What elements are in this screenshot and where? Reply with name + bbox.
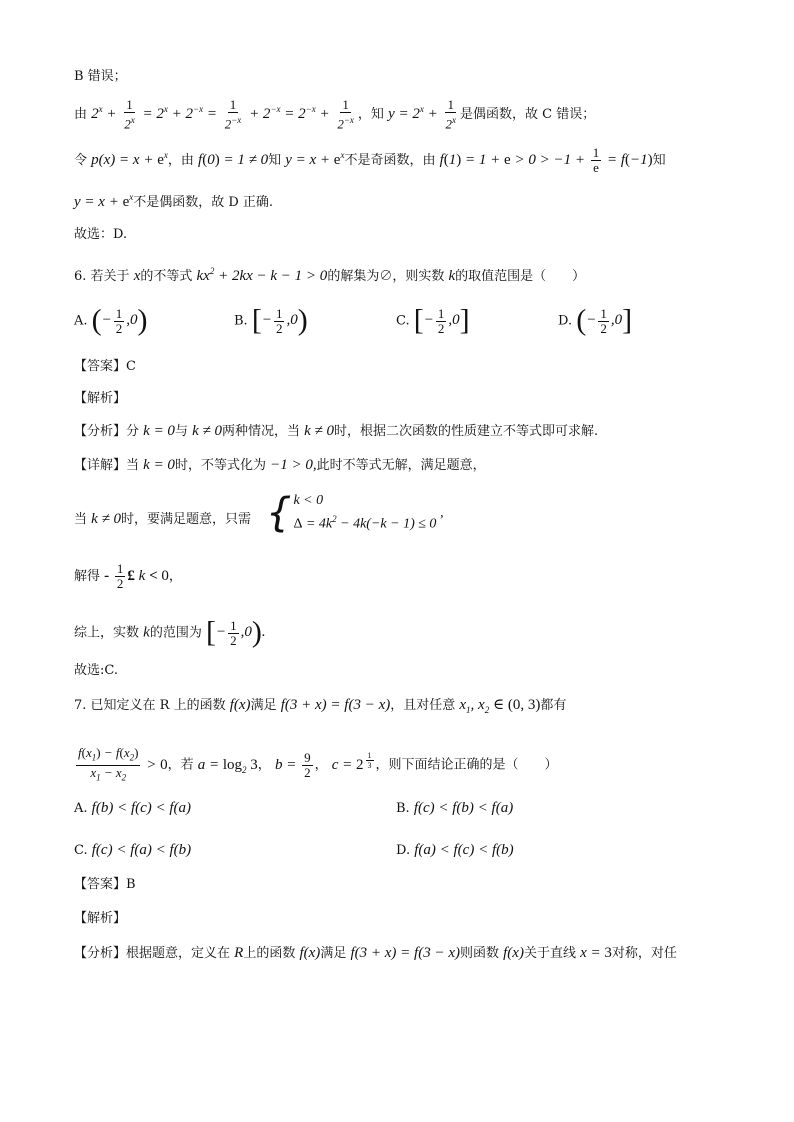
q7-option-a[interactable] [74, 800, 191, 817]
q7-fenxi-mid1: 上的函数 [243, 946, 296, 961]
q7-option-c[interactable] [74, 842, 191, 859]
choose-d-text: 故选：D. [74, 227, 128, 242]
q7-option-a-label: A. [74, 801, 88, 816]
q6-fenxi [74, 422, 598, 441]
q7-fenxi-mid3: 则函数 [459, 946, 499, 961]
q6-detail-prefix: 【详解】当 [74, 458, 140, 473]
q7-analysis-head [74, 910, 126, 928]
q6-solve-math: - $\frac{1}{2}$ £ k < 0 [104, 561, 169, 591]
d-def: $p(x) = x + e^x$ [91, 150, 168, 168]
q6-option-c-math: [− $\frac{1}{2}$ ,0] [413, 304, 470, 337]
q7-option-d-math: f(a) < f(c) < f(b) [414, 842, 514, 858]
q7-stem [74, 696, 566, 719]
q6-stem-prefix: 6. 若关于 [74, 269, 130, 284]
q6-solve-prefix: 解得 [74, 568, 101, 584]
q7-cond-mid3: ， [314, 757, 328, 773]
q6-when-mid: 时，要满足题意，只需 [121, 512, 252, 527]
q6-option-b[interactable] [234, 306, 308, 336]
q6-fenxi-mid2: 两种情况，当 [221, 424, 300, 439]
q6-var-x: x [133, 268, 141, 284]
q6-fenxi-mid1: 与 [174, 424, 188, 439]
q7-fx: f(x) [229, 697, 251, 713]
q6-option-d-label: D. [558, 313, 573, 329]
q6-option-b-math: [− $\frac{1}{2}$ ,0) [251, 304, 308, 337]
q6-option-a[interactable] [74, 306, 148, 336]
q6-answer [74, 358, 136, 376]
q7-fenxi-line: x = 3 [580, 945, 612, 961]
q7-option-a-math: f(b) < f(c) < f(a) [91, 800, 192, 816]
q6-k-neq-0: k ≠ 0 [192, 423, 222, 439]
c-function: $y = 2^x$ + $\frac{1}{2^x}$ [388, 97, 456, 132]
q7-fenxi-R: R [234, 945, 244, 961]
q7-stem-suffix: 都有 [540, 698, 567, 713]
q6-fenxi-prefix: 【分析】分 [74, 424, 140, 439]
q6-solve: 解得 - $\frac{1}{2}$ £ k < 0， [74, 561, 182, 591]
q7-cond-suffix: ，则下面结论正确的是（ ） [375, 757, 558, 773]
q6-when-prefix: 当 [74, 512, 88, 527]
q6-summary [74, 618, 266, 648]
q7-fenxi-sym: f(3 + x) = f(3 − x) [350, 945, 460, 961]
d-let: 令 [74, 153, 88, 168]
q7-fenxi-suffix: 对称，对任 [611, 946, 677, 961]
q6-detail-k0: k = 0 [143, 457, 175, 473]
q6-option-c-label: C. [396, 313, 410, 329]
q7-answer [74, 876, 136, 894]
d-mid4: 知 [652, 153, 666, 168]
q6-detail-mid1: 时，不等式化为 [174, 458, 266, 473]
b-wrong-text: B 错误； [74, 69, 127, 84]
q6-stem [74, 262, 585, 286]
q7-cond-mid2: ， [257, 757, 271, 773]
q6-option-c[interactable] [396, 306, 470, 336]
q6-detail [74, 456, 486, 475]
q6-option-d[interactable] [558, 306, 632, 336]
q6-summary-prefix: 综上，实数 [74, 625, 140, 641]
q7-cond-mid1: ，若 [167, 757, 194, 773]
q7-domain: $x_1$, $x_2$ ∈ (0, 3) [459, 697, 541, 715]
q7-symmetry: f(3 + x) = f(3 − x) [280, 697, 391, 713]
q6-choose [74, 662, 118, 680]
q7-stem-prefix: 7. 已知定义在 R 上的函数 [74, 698, 226, 713]
q6-summary-k: k [143, 624, 150, 641]
choose-d-line [74, 226, 127, 244]
q6-option-d-math: (− $\frac{1}{2}$ ,0] [576, 304, 633, 337]
q7-option-c-label: C. [74, 843, 88, 858]
q7-fenxi-fx2: f(x) [503, 945, 524, 961]
q7-fenxi-fx: f(x) [299, 945, 321, 961]
q7-monotone: $\frac{f(x_1) - f(x_2)}{x_1 - x_2}$ > 0 [78, 745, 168, 783]
left-brace-icon: { [266, 489, 292, 536]
q6-k-eq-0: k = 0 [143, 423, 175, 439]
q7-a: $a = \log_2 3$ [197, 756, 258, 775]
q7-option-b-math: f(c) < f(b) < f(a) [413, 800, 514, 816]
q7-condition [74, 746, 558, 784]
q7-fenxi-mid4: 关于直线 [523, 946, 576, 961]
q6-detail-ineq: −1 > 0, [270, 457, 317, 473]
q6-analysis-head [74, 390, 126, 408]
q6-summary-mid: 的范围为 [149, 625, 202, 641]
c-suffix: 是偶函数，故 C 错误； [459, 107, 596, 123]
q6-fenxi-suffix: 时，根据二次函数的性质建立不等式即可求解. [334, 424, 599, 439]
c-prefix: 由 [74, 107, 88, 123]
c-equation: $2^x$ + $\frac{1}{2^x}$ = $2^x + 2^{-x}$ = $\frac{1}{2^{-x}}$ + $2^{-x} = 2^{-x}$ + $\frac{1}{2^{-x}}$ [91, 97, 354, 132]
q7-analysis-head-text: 【解析】 [74, 911, 127, 926]
q7-option-d[interactable] [396, 842, 514, 859]
q6-option-b-label: B. [234, 313, 248, 329]
q6-detail-suffix: 此时不等式无解，满足题意， [316, 458, 486, 473]
d-reasoning-line [74, 146, 666, 175]
q7-fenxi-prefix: 【分析】根据题意，定义在 [74, 946, 231, 961]
d-y2: $y = x + e^x$ [74, 192, 134, 210]
d-y: $y = x + e^x$ [285, 150, 345, 168]
q6-stem-mid1: 的不等式 [140, 269, 193, 284]
q6-analysis-head-text: 【解析】 [74, 391, 127, 406]
q6-stem-suffix: 的取值范围是（ ） [455, 269, 586, 284]
q7-fenxi-mid2: 满足 [320, 946, 347, 961]
c-mid: ，知 [357, 107, 384, 123]
q6-choose-text: 故选:C. [74, 663, 118, 678]
d-f0: f(0) = 1 ≠ 0 [198, 152, 269, 168]
d-mid3: 不是奇函数，由 [344, 153, 436, 168]
c-reasoning-line [74, 98, 595, 131]
q7-c: c = 2 $^{\frac{1}{3}}$ [331, 750, 372, 773]
q7-option-c-math: f(c) < f(a) < f(b) [91, 842, 192, 858]
q6-when [74, 510, 251, 529]
b-wrong-line [74, 68, 127, 86]
q6-k-neq-0-b: k ≠ 0 [304, 423, 335, 439]
q7-answer-text: 【答案】B [74, 877, 136, 892]
q7-stem-mid1: 满足 [250, 698, 277, 713]
q6-when-k: k ≠ 0 [91, 511, 122, 527]
q6-answer-text: 【答案】C [74, 359, 136, 374]
q6-system: { k < 0 $\Delta = 4k^2 - 4k(-k - 1) \le 0$ , [266, 489, 444, 536]
q6-option-a-label: A. [74, 313, 88, 329]
q6-var-k: k [448, 268, 456, 284]
q6-stem-mid2: 的解集为∅，则实数 [327, 269, 445, 284]
q7-option-b-label: B. [396, 801, 410, 816]
q6-option-a-math: (− $\frac{1}{2}$ ,0) [91, 304, 148, 337]
q6-summary-range: [− $\frac{1}{2}$ ,0). [205, 616, 266, 649]
q7-fenxi [74, 944, 677, 963]
d-mid1: ，由 [167, 153, 194, 168]
d-mid2: 知 [268, 153, 282, 168]
q6-inequality: $kx^2 + 2kx - k - 1 > 0$ [196, 266, 328, 284]
q7-option-b[interactable] [396, 800, 513, 817]
d-cont-suffix: 不是偶函数，故 D 正确. [133, 195, 274, 210]
d-continue-line [74, 188, 273, 212]
q7-option-d-label: D. [396, 843, 411, 858]
q7-b: b = $\frac{9}{2}$ [274, 749, 311, 780]
d-f1: f(1) = 1 + e > 0 > −1 + $\frac{1}{e}$ = f(−1) [439, 145, 653, 176]
q7-stem-mid2: ，且对任意 [390, 698, 456, 713]
